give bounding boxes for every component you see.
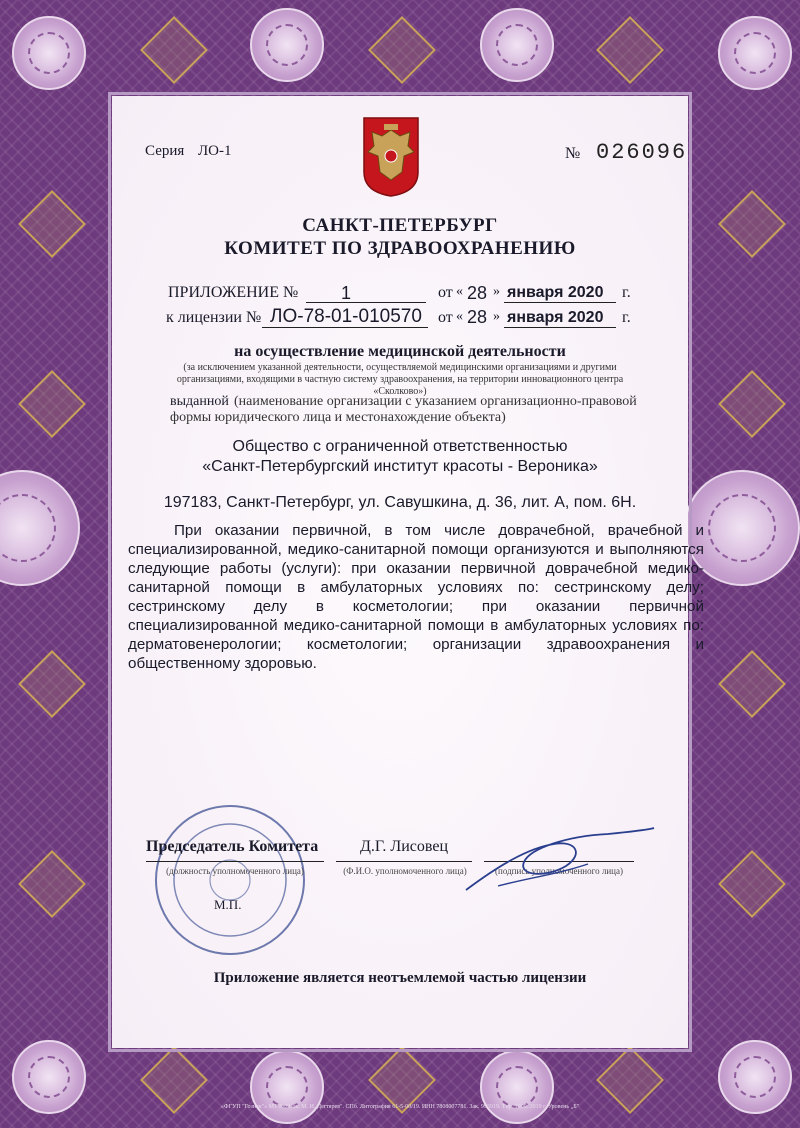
- gold-ornament: [18, 370, 86, 438]
- gold-ornament: [18, 190, 86, 258]
- number-value: 026096: [596, 140, 688, 165]
- quote-open: «: [456, 284, 463, 299]
- frame-rosette: [250, 1050, 324, 1124]
- gold-ornament: [140, 16, 208, 84]
- gold-ornament: [18, 850, 86, 918]
- gold-ornament: [718, 190, 786, 258]
- coat-of-arms-emblem: [362, 116, 420, 198]
- frame-rosette: [480, 8, 554, 82]
- frame-rosette: [480, 1050, 554, 1124]
- appendix-date-day: 28: [467, 283, 488, 303]
- number-sign: №: [565, 145, 581, 162]
- footer-note: Приложение является неотъемлемой частью лицензии: [213, 970, 587, 986]
- activity-title: на осуществление медицинской деятельности: [234, 343, 566, 360]
- date-suffix: г.: [622, 309, 631, 326]
- organization-line-2: «Санкт-Петербургский институт красоты - Вероника»: [202, 458, 598, 475]
- issuer-city: САНКТ-ПЕТЕРБУРГ: [302, 215, 498, 236]
- appendix-label: ПРИЛОЖЕНИЕ №: [168, 284, 299, 301]
- frame-rosette: [12, 1040, 86, 1114]
- name-underline: [336, 861, 472, 862]
- issued-note: (наименование организации с указанием организационно-правовой формы юридического лица и местонахождение объекта): [170, 394, 637, 425]
- signer-name: Д.Г. Лисовец: [360, 838, 448, 855]
- stamp-place-label: М.П.: [214, 897, 242, 912]
- position-underline: [146, 861, 324, 862]
- signer-position: Председатель Комитета: [146, 838, 319, 855]
- date-suffix: г.: [622, 284, 631, 301]
- gold-ornament: [596, 16, 664, 84]
- gold-ornament: [368, 16, 436, 84]
- license-date-underline: [504, 327, 616, 328]
- series-label: Серия: [145, 143, 185, 159]
- licensed-works-text: При оказании первичной, в том числе доврачебной, врачебной и специализированной, медико-санитарной помощи организуются и выполняются следующие работы (услуги): при оказании первичной доврачебной медико-санитарной помощи в амбулаторных условиях по: сестринскому делу; сестринскому делу в косметологии; при оказании первичной специализированной медико-санитарной помощи в амбулаторных условиях по: дерматовенерологии; косметологии; организации здравоохранения и общественному здоровью.: [128, 522, 704, 672]
- gold-ornament: [718, 850, 786, 918]
- frame-rosette: [250, 8, 324, 82]
- quote-close: »: [493, 284, 500, 299]
- frame-rosette: [718, 1040, 792, 1114]
- signature-caption: (подпись уполномоченного лица): [495, 866, 623, 876]
- frame-rosette: [718, 16, 792, 90]
- organization-line-1: Общество с ограниченной ответственностью: [232, 438, 568, 455]
- date-from-label: от: [438, 284, 453, 301]
- issued-label: выданной: [170, 394, 229, 409]
- printer-imprint: «ФГУП "Гознак"» МТ №21 ок. М. И. Дегтярев". СПб. Литография 61-5-00/19. ИНН 7808007781. Зак. 993919. Тир. 1000. 2019 г. Уровень „Б": [220, 1104, 580, 1110]
- license-label: к лицензии №: [166, 309, 262, 326]
- frame-rosette: [0, 470, 80, 586]
- quote-open: «: [456, 309, 463, 324]
- frame-rosette: [12, 16, 86, 90]
- license-date-month-year: января 2020: [507, 309, 604, 326]
- handwritten-signature: [458, 826, 658, 900]
- gold-ornament: [718, 650, 786, 718]
- license-number-underline: [262, 327, 428, 328]
- position-caption: (должность уполномоченного лица): [166, 866, 304, 876]
- official-stamp: [150, 800, 310, 960]
- series-value: ЛО-1: [198, 143, 232, 159]
- license-number: ЛО-78-01-010570: [270, 306, 422, 327]
- date-from-label: от: [438, 309, 453, 326]
- gold-ornament: [18, 650, 86, 718]
- appendix-date-underline: [504, 302, 616, 303]
- gold-ornament: [718, 370, 786, 438]
- appendix-date-month-year: января 2020: [507, 284, 604, 301]
- organization-address: 197183, Санкт-Петербург, ул. Савушкина, д. 36, лит. А, пом. 6Н.: [163, 494, 637, 511]
- issuer-name: КОМИТЕТ ПО ЗДРАВООХРАНЕНИЮ: [224, 238, 576, 259]
- appendix-number: 1: [340, 283, 351, 303]
- name-caption: (Ф.И.О. уполномоченного лица): [343, 866, 467, 876]
- activity-note: (за исключением указанной деятельности, осуществляемой медицинскими организациями и другими организациями, входящими в частную систему здравоохранения, на территории инновационного центра «Сколково»): [176, 362, 624, 397]
- quote-close: »: [493, 309, 500, 324]
- license-date-day: 28: [467, 307, 488, 327]
